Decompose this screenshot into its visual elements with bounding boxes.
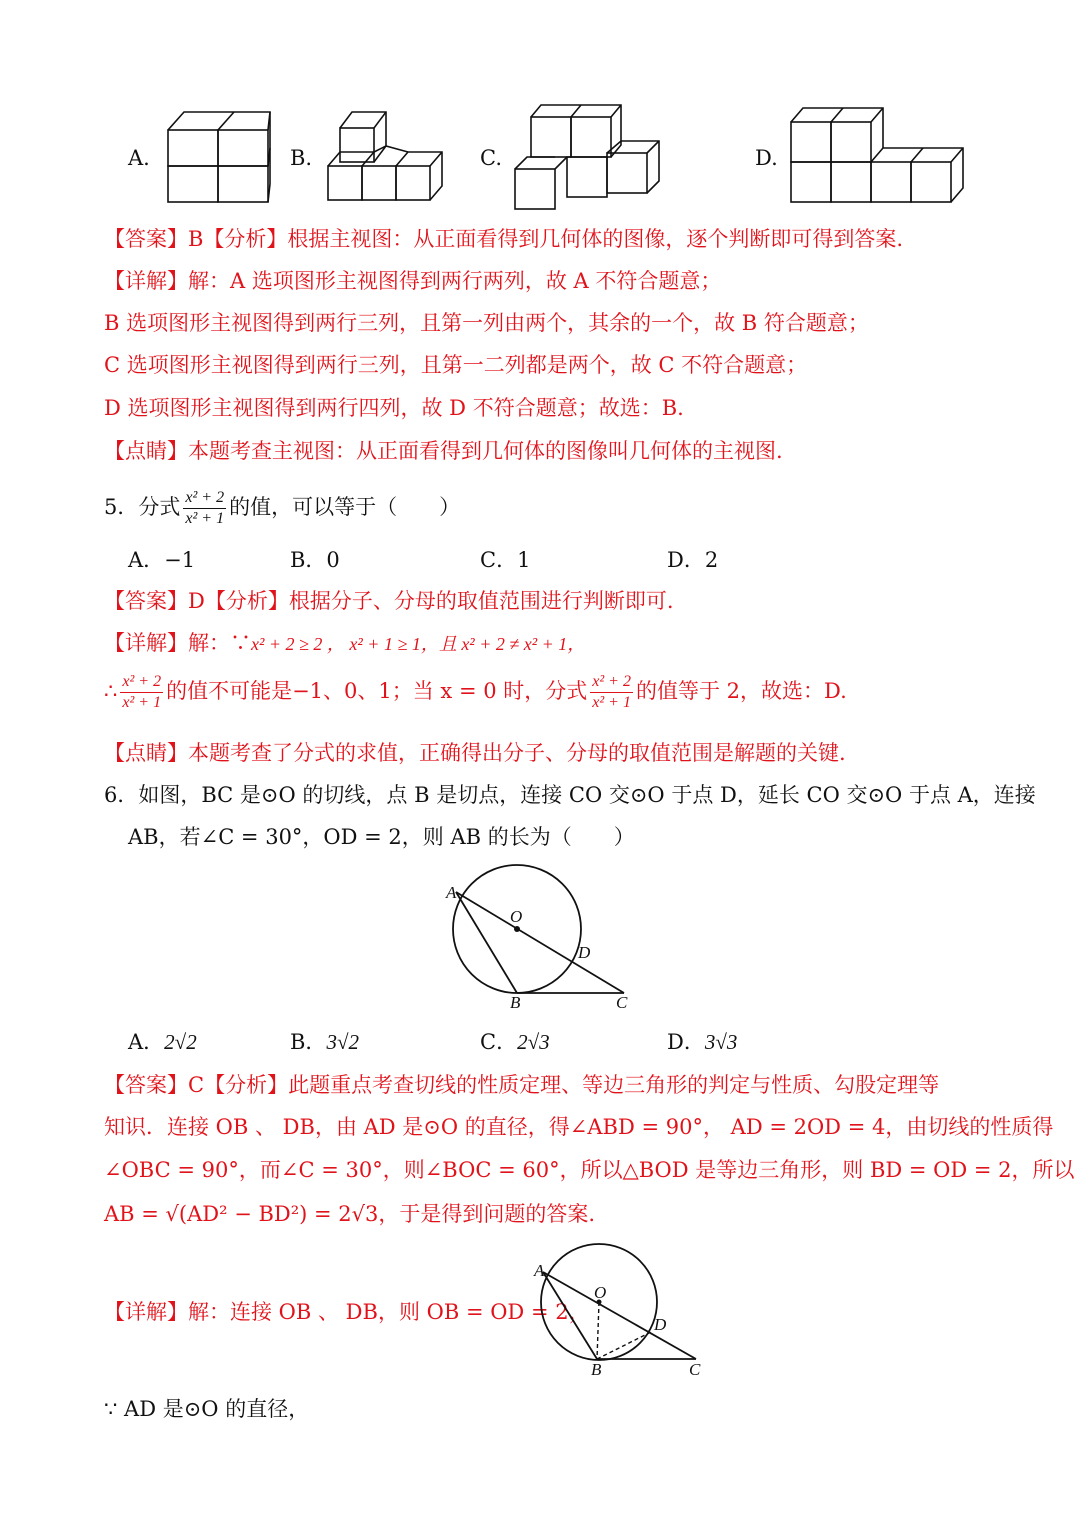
detail-label-o: O (594, 1283, 607, 1302)
q6-option-c: C．2√3 (480, 1030, 550, 1054)
label-a: A (446, 883, 457, 902)
option-a-label: A. (128, 146, 150, 170)
q4-comment: 【点睛】本题考查主视图：从正面看得到几何体的图像叫几何体的主视图. (104, 439, 783, 463)
q4-answer: 【答案】B【分析】根据主视图：从正面看得到几何体的图像，逐个判断即可得到答案. (104, 227, 904, 251)
figure-option-b (326, 108, 456, 203)
q5-option-b: B．0 (290, 548, 340, 572)
q6-stem-1: 6．如图，BC 是⊙O 的切线，点 B 是切点，连接 CO 交⊙O 于点 D，延长 CO 交⊙O 于点 A，连接 (104, 783, 1036, 807)
q6-answer-1: 【答案】C【分析】此题重点考查切线的性质定理、等边三角形的判定与性质、勾股定理等 (104, 1073, 940, 1097)
q6-stem-2: AB，若∠C = 30°，OD = 2，则 AB 的长为（ ） (128, 825, 635, 849)
option-b-label: B. (290, 146, 313, 170)
q6-answer-4: AB = √(AD² − BD²) = 2√3，于是得到问题的答案. (104, 1202, 596, 1226)
detail-label-b: B (591, 1360, 602, 1379)
q5-detail: 【详解】解：∵x² + 2 ≥ 2 ， x² + 1 ≥ 1，且 x² + 2 ≠ x² + 1， (104, 631, 586, 655)
q4-detail-1: 【详解】解：A 选项图形主视图得到两行两列，故 A 不符合题意； (104, 269, 722, 293)
q6-option-b: B．3√2 (290, 1030, 359, 1054)
q6-option-d: D．3√3 (667, 1030, 738, 1054)
q4-detail-2: B 选项图形主视图得到两行三列，且第一列由两个，其余的一个，故 B 符合题意； (104, 311, 869, 335)
label-d: D (578, 943, 591, 962)
label-b: B (510, 993, 521, 1012)
q6-answer-2: 知识．连接 OB 、 DB，由 AD 是⊙O 的直径，得∠ABD = 90°， AD = 2OD = 4，由切线的性质得 (104, 1115, 1054, 1139)
detail-label-c: C (689, 1360, 701, 1379)
q4-detail-4: D 选项图形主视图得到两行四列，故 D 不符合题意；故选：B. (104, 396, 684, 420)
option-d-label: D. (755, 146, 778, 170)
q5-stem: 5．分式 $\frac{\text{x² + 2}}{\text{x² + 1}}$ 的值，可以等于（ ） (104, 489, 461, 527)
q5-comment: 【点睛】本题考查了分式的求值，正确得出分子、分母的取值范围是解题的关键. (104, 741, 846, 765)
q4-detail-3: C 选项图形主视图得到两行三列，且第一二列都是两个，故 C 不符合题意； (104, 353, 808, 377)
q5-option-c: C．1 (480, 548, 531, 572)
figure-option-d (789, 106, 969, 206)
q5-option-d: D．2 (667, 548, 719, 572)
q6-detail: 【详解】解：连接 OB 、 DB，则 OB = OD = 2， (104, 1300, 590, 1324)
label-o: O (510, 907, 523, 926)
q6-option-a: A．2√2 (128, 1030, 197, 1054)
q6-because: ∵ AD 是⊙O 的直径， (104, 1397, 310, 1421)
q5-therefore: ∴ $\frac{\text{x² + 2}}{\text{x² + 1}}$ 的值不可能是−1、0、1；当 x = 0 时，分式 $\frac{\text{x² + 2}}{\text{x² + 1}}$ 的值等于 2，故选：D. (104, 673, 847, 711)
q5-answer: 【答案】D【分析】根据分子、分母的取值范围进行判断即可. (104, 589, 674, 613)
figure-option-c (513, 103, 663, 211)
figure-circle-tangent (440, 858, 650, 1010)
label-c: C (616, 993, 628, 1012)
detail-label-a: A (534, 1261, 545, 1280)
figure-option-a (166, 108, 276, 203)
detail-label-d: D (654, 1315, 667, 1334)
q6-answer-3: ∠OBC = 90°，而∠C = 30°，则∠BOC = 60°，所以△BOD 是等边三角形，则 BD = OD = 2，所以 (104, 1158, 1075, 1182)
q5-option-a: A．−1 (128, 548, 196, 572)
figure-circle-detail (526, 1244, 716, 1379)
option-c-label: C. (480, 146, 502, 170)
